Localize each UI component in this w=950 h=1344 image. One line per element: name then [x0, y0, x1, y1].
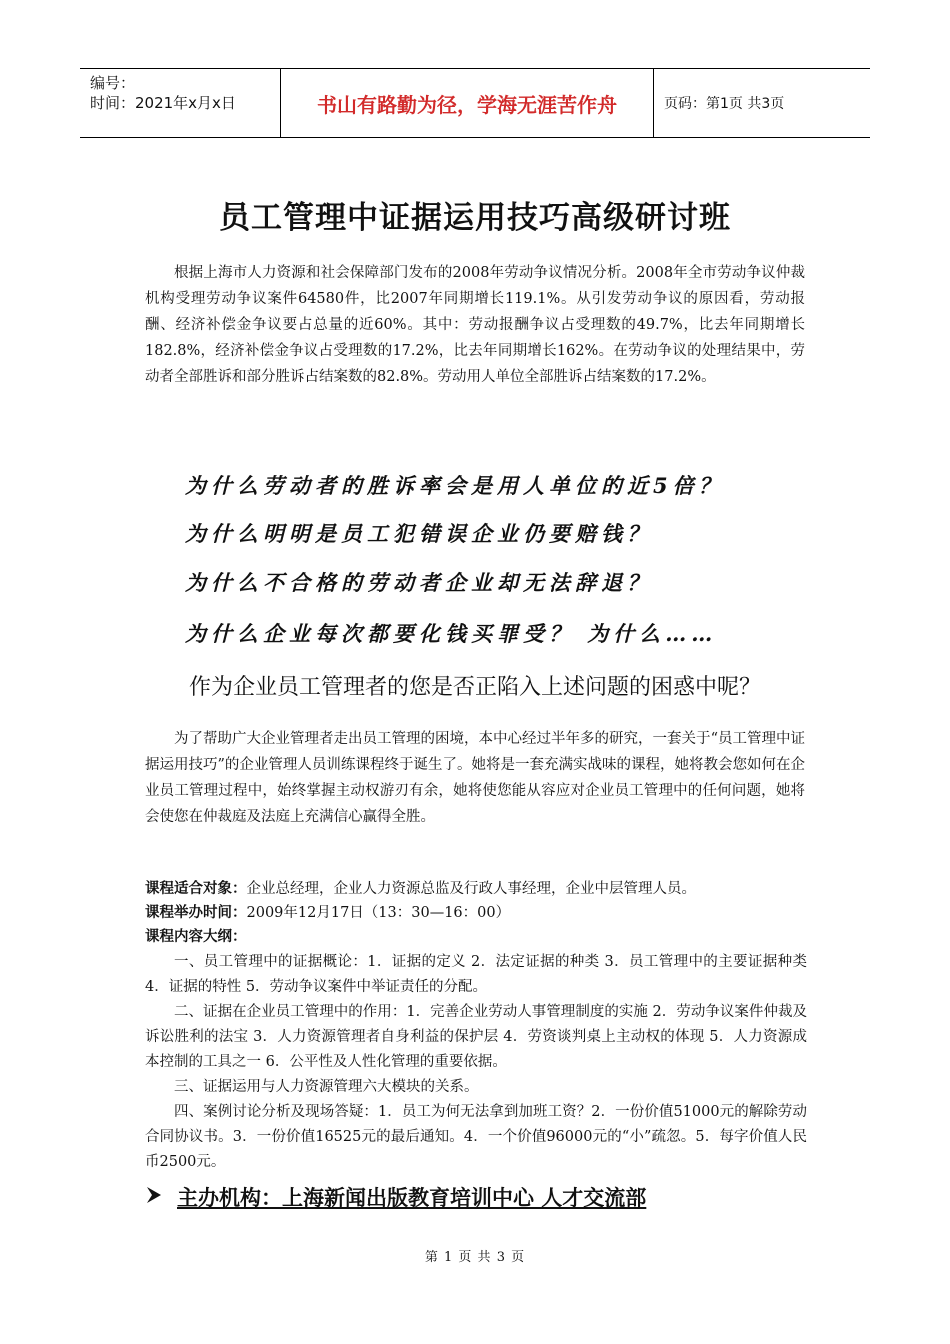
organizer-text: 主办机构：上海新闻出版教育培训中心 人才交流部	[177, 1186, 647, 1210]
course-outline-label: 课程内容大纲：	[145, 929, 247, 945]
course-outline	[145, 950, 807, 1175]
question-1: 为什么劳动者的胜诉率会是用人单位的近5倍？	[185, 473, 725, 498]
arrow-bullet-icon	[145, 1185, 163, 1210]
outline-item-4: 四、案例讨论分析及现场答疑：1．员工为何无法拿到加班工资？2．一份价值51000元的解除劳动合同协议书。3．一份价值16525元的最后通知。4．一个价值96000元的“小”疏忽。5．每字价值人民币2500元。	[145, 1104, 807, 1170]
page-footer: 第 1 页 共 3 页	[424, 1250, 526, 1265]
course-time-value: 2009年12月17日（13：30—16：00）	[246, 905, 511, 921]
header-meta	[80, 69, 280, 137]
course-time	[145, 900, 805, 926]
question-2: 为什么明明是员工犯错误企业仍要赔钱？	[185, 521, 653, 546]
question-4: 为什么企业每次都要化钱买罪受？ 为什么……	[185, 621, 718, 646]
description-paragraph: 为了帮助广大企业管理者走出员工管理的困境，本中心经过半年多的研究，一套关于“员工管理中证据运用技巧”的企业管理人员训练课程终于诞生了。她将是一套充满实战味的课程，她将教会您如何在企业员工管理过程中，始终掌握主动权游刃有余，她将使您能从容应对企业员工管理中的任何问题，她将会使您在仲裁庭及法庭上充满信心赢得全胜。	[145, 731, 805, 825]
outline-item-1: 一、员工管理中的证据概论：1．证据的定义 2．法定证据的种类 3．员工管理中的主要证据种类 4．证据的特性 5．劳动争议案件中举证责任的分配。	[145, 954, 807, 995]
subheading: 作为企业员工管理者的您是否正陷入上述问题的困惑中呢？	[188, 675, 761, 700]
course-time-label: 课程举办时间：	[145, 905, 247, 921]
intro-paragraph: 根据上海市人力资源和社会保障部门发布的2008年劳动争议情况分析。2008年全市劳动争议仲裁机构受理劳动争议案件64580件，比2007年同期增长119.1%。从引发劳动争议的原因看，劳动报酬、经济补偿金争议要占总量的近60%。其中：劳动报酬争议占受理数的49.7%，比去年同期增长182.8%，经济补偿金争议占受理数的17.2%，比去年同期增长162%。在劳动争议的处理结果中，劳动者全部胜诉和部分胜诉占结案数的82.8%。劳动用人单位全部胜诉占结案数的17.2%。	[145, 265, 805, 385]
question-3: 为什么不合格的劳动者企业却无法辞退？	[185, 570, 653, 595]
page-header	[80, 68, 870, 138]
document-number-label: 编号：	[90, 74, 136, 92]
header-page-number: 页码：第1页 共3页	[664, 96, 785, 112]
course-audience	[145, 876, 805, 902]
document-date: 时间：2021年x月x日	[90, 94, 236, 112]
page-title: 员工管理中证据运用技巧高级研讨班	[219, 200, 731, 236]
course-audience-value: 企业总经理，企业人力资源总监及行政人事经理，企业中层管理人员。	[246, 881, 696, 897]
course-outline-heading	[145, 924, 805, 950]
header-motto: 书山有路勤为径，学海无涯苦作舟	[280, 69, 654, 137]
outline-item-2: 二、证据在企业员工管理中的作用：1．完善企业劳动人事管理制度的实施 2．劳动争议案件仲裁及诉讼胜利的法宝 3．人力资源管理者自身利益的保护层 4．劳资谈判桌上主动权的体现 5．人力资源成本控制的工具之一 6．公平性及人性化管理的重要依据。	[145, 1004, 807, 1070]
outline-item-3: 三、证据运用与人力资源管理六大模块的关系。	[174, 1079, 479, 1095]
organizer	[145, 1182, 646, 1212]
course-audience-label: 课程适合对象：	[145, 881, 247, 897]
